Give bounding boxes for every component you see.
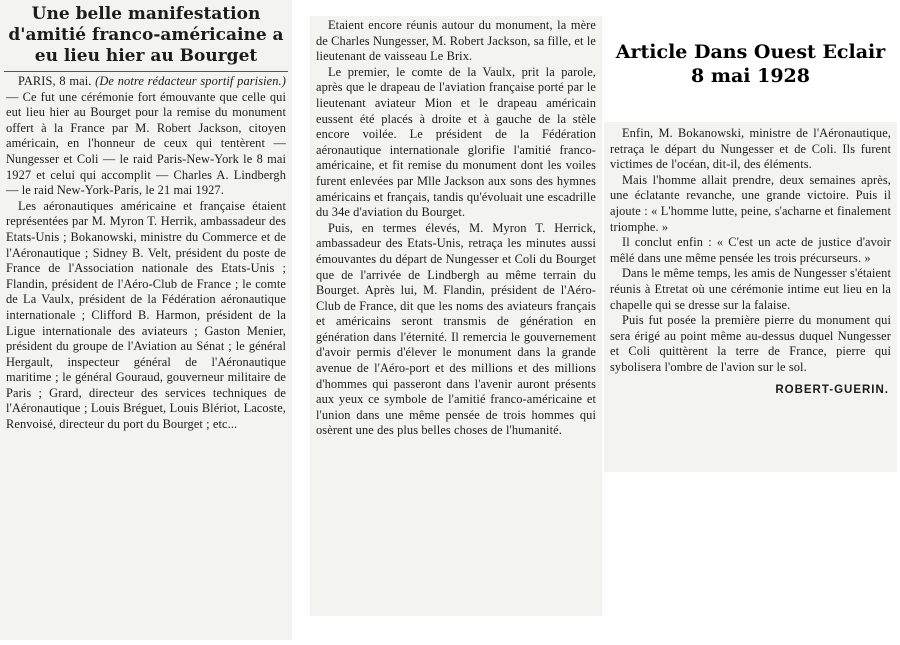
dateline: PARIS, 8 mai. (18, 74, 92, 88)
col2-paragraph-3: Puis, en termes élevés, M. Myron T. Herrick, ambassadeur des Etats-Unis, retraça les minutes aussi émouvantes du départ de Nungesser et Coli du Bourget que de l'arrivée de Lindbergh au même terrain du Bourget. Après lui, M. Flandin, président de l'Aéro-Club de France, dit que les noms des aviateurs français et américains seront transmis de génération en génération dans l'éternité. Il remercia le gouvernement d'avoir permis d'élever le monument dans la grande avenue de l'Aéro-port et des millions et des millions d'hommes qui passeront dans l'avenir auront présents aux yeux ce symbole de l'amitié franco-américaine et l'union dans une même pensée de trois hommes qui osèrent une des plus belles choses de l'humanité. (316, 220, 596, 438)
col3-paragraph-4: Dans le même temps, les amis de Nungesser s'étaient réunis à Etretat où une cérémonie intime eut lieu en la chapelle qui se dresse sur la falaise. (610, 266, 891, 312)
col2-paragraph-1: Etaient encore réunis autour du monument, la mère de Charles Nungesser, M. Robert Jackson, sa fille, et le lieutenant de vaisseau Le Brix. (316, 18, 596, 64)
column-3-text (610, 126, 891, 376)
col2-paragraph-2: Le premier, le comte de la Vaulx, prit la parole, après que le drapeau de l'aviation française porté par le lieutenant aviateur Mion et le drapeau américain eussent été placés à droite et à gauche de la stèle encore voilée. Le président de la Fédération aéronautique internationale glorifie l'amitié franco-américaine, et fit remise du monument dont les voiles furent enlevées par Mlle Jackson aux sons des hymnes américains et français, tandis qu'évoluait une escadrille du 34e d'aviation du Bourget. (316, 64, 596, 220)
article-column-1 (0, 0, 292, 640)
col3-paragraph-5: Puis fut posée la première pierre du monument qui sera érigé au point même au-dessus duquel Nungesser et Coli quittèrent la terre de France, pierre qui sybolisera l'ombre de l'avion sur le sol. (610, 313, 891, 374)
col3-paragraph-2: Mais l'homme allait prendre, deux semaines après, une éclatante revanche, une grande victoire. Puis il ajoute : « L'homme lutte, peine, s'acharne et finalement triomphe. » (610, 172, 891, 234)
caption-date: 8 mai 1928 (691, 65, 810, 87)
source-caption (604, 40, 897, 88)
byline-credit: (De notre rédacteur sportif parisien.) (95, 74, 286, 88)
column-2-text (316, 18, 596, 439)
col3-paragraph-1: Enfin, M. Bokanowski, ministre de l'Aéronautique, retraça le départ du Nungesser et de Coli. Ils furent victimes de l'océan, dit-il, des éléments. (610, 126, 891, 172)
article-column-3 (604, 122, 897, 472)
author-signature: ROBERT-GUERIN. (775, 383, 889, 396)
caption-title: Article Dans Ouest Eclair (615, 41, 886, 63)
headline-divider (4, 71, 288, 72)
attendees-paragraph: Les aéronautiques américaine et française étaient représentées par M. Myron T. Herrik, ambassadeur des Etats-Unis ; Bokanowski, ministre du Commerce et de l'Aéronautique ; Sidney B. Velt, président du poste de France de l'Association nationale des Etats-Unis ; Flandin, président de l'Aéro-Club de France ; le comte de La Vaulx, président de la Fédération aéronautique internationale ; Clifford B. Harmon, président de la Ligue internationale des aviateurs ; Gaston Menier, président du groupe de l'Aviation au Sénat ; le général Hergault, inspecteur général de l'Aéronautique maritime ; le général Gouraud, gouverneur militaire de Paris ; Grard, directeur des services techniques de l'Aéronautique ; Louis Bréguet, Louis Blériot, Lacoste, Renvoisé, directeur du port du Bourget ; etc... (6, 198, 286, 432)
col3-paragraph-3: Il conclut enfin : « C'est un acte de justice d'avoir mêlé dans une même pensée les trois précurseurs. » (610, 235, 891, 265)
article-column-2 (310, 16, 602, 616)
lead-paragraph (6, 74, 286, 199)
article-headline: Une belle manifestation d'amitié franco-américaine a eu lieu hier au Bourget (8, 4, 284, 66)
column-1-text (6, 74, 286, 433)
lead-text: — Ce fut une cérémonie fort émouvante que celle qui eut lieu hier au Bourget pour la remise du monument offert à la France par M. Robert Jackson, citoyen américain, en l'honneur de ceux qui tentèrent — Nungesser et Coli — le raid Paris-New-York le 8 mai 1927 et celui qui accomplit — Charles A. Lindbergh — le raid New-York-Paris, le 21 mai 1927. (6, 89, 286, 198)
